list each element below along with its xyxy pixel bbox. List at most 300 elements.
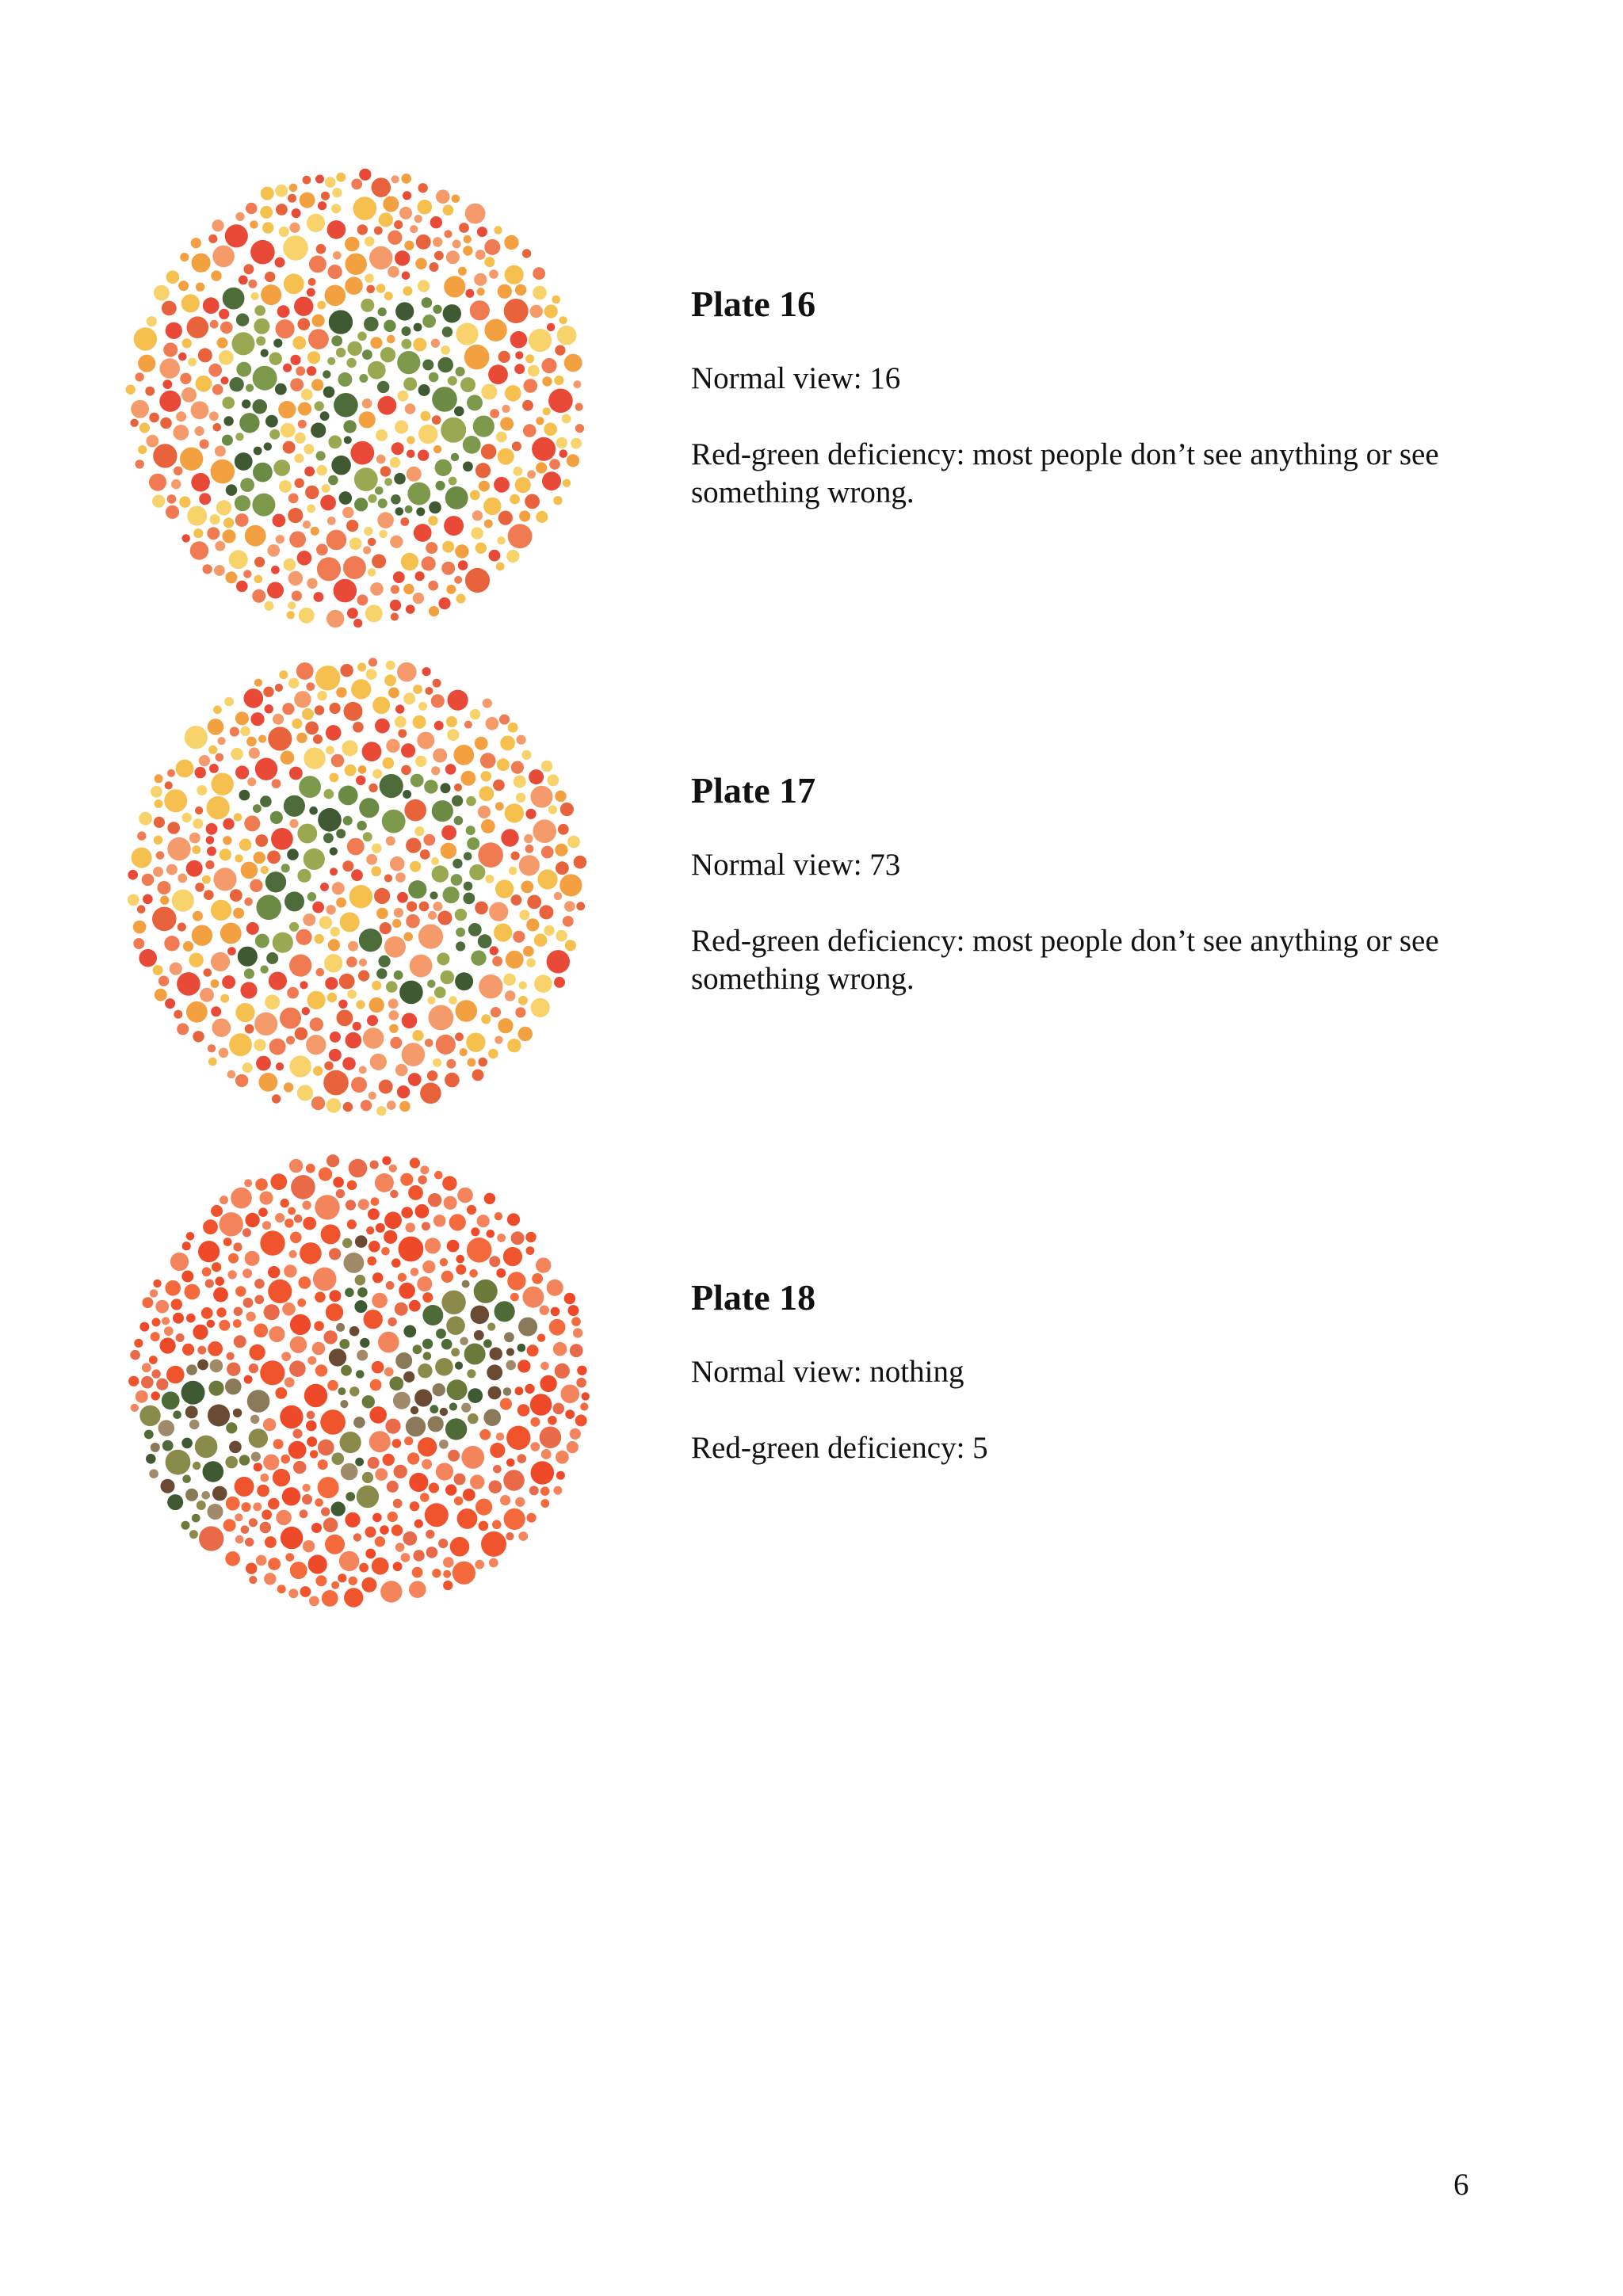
plate-dot (303, 1540, 315, 1552)
plate-dot (441, 562, 455, 575)
plate-dot (434, 1171, 443, 1180)
plate-dot (519, 910, 529, 920)
plate-dot (165, 998, 175, 1009)
plate-dot (146, 1454, 156, 1464)
plate-dot (415, 756, 426, 767)
plate-dot (548, 389, 573, 414)
plate-dot (519, 982, 527, 990)
plate-dot (325, 177, 336, 188)
plate-dot (303, 1217, 316, 1230)
plate-dot (249, 1576, 257, 1584)
plate-dot (289, 184, 298, 193)
plate-dot (565, 940, 576, 951)
plate-dot (430, 1405, 438, 1413)
plate-dot (339, 1551, 359, 1571)
plate-dot (532, 1273, 543, 1284)
plate-dot (163, 379, 173, 389)
plate-dot (296, 662, 314, 680)
plate-dot (319, 1167, 332, 1180)
plate-dot (497, 536, 505, 544)
plate-dot (429, 606, 439, 616)
plate-dot (351, 869, 363, 881)
plate-dot (211, 460, 235, 484)
plate-dot (199, 493, 211, 505)
plate-dot (209, 764, 219, 773)
plate-dot (361, 1100, 372, 1111)
plate-dot (347, 838, 365, 856)
plate-dot (192, 254, 211, 273)
plate-dot (277, 1585, 286, 1593)
plate-dot (282, 1487, 300, 1505)
plate-dot (540, 1362, 549, 1371)
plate-dot (149, 1469, 158, 1478)
plate-dot (153, 444, 177, 467)
plate-dot (317, 301, 326, 310)
plate-dot (384, 1211, 402, 1229)
plate-dot (354, 467, 378, 491)
plate-dot (438, 1539, 448, 1548)
plate-dot (163, 343, 178, 357)
plate-dot (176, 411, 186, 421)
plate-dot (340, 1400, 348, 1408)
plate-dot (443, 1557, 454, 1568)
plate-dot (364, 527, 372, 536)
plate-dot (528, 365, 540, 377)
plate-dot (496, 1432, 504, 1440)
plate-dot (455, 1362, 463, 1370)
plate-dot (170, 1253, 189, 1271)
plate-dot (506, 1348, 514, 1356)
plate-dot (399, 981, 423, 1005)
plate-dot (575, 424, 584, 433)
plate-dot (534, 933, 548, 947)
plate-dot (338, 1387, 346, 1395)
plate-dot (422, 1261, 435, 1273)
plate-dot (461, 1403, 471, 1413)
plate-dot (481, 1014, 491, 1024)
plate-dot (344, 1588, 363, 1607)
plate-dot (359, 798, 379, 818)
plate-dot (234, 813, 242, 822)
plate-dot (349, 1159, 368, 1178)
plate-dot (223, 836, 231, 845)
plate-dot (155, 774, 163, 783)
plate-dot (497, 1234, 506, 1242)
plate-dot (252, 589, 265, 603)
plate-dot (474, 273, 487, 286)
plate-dot (216, 1307, 226, 1317)
plate-dot (278, 401, 296, 418)
plate-dot (544, 423, 557, 437)
plate-dot (203, 297, 220, 314)
plate-dot (295, 433, 306, 444)
plate-dot (249, 1518, 258, 1527)
plate-dot (167, 494, 177, 504)
plate-dot (490, 1443, 505, 1458)
plate-dot (368, 538, 376, 546)
plate-dot (324, 954, 342, 972)
plate-dot (326, 725, 342, 741)
plate-dot (295, 479, 304, 488)
plate-dot (244, 815, 260, 831)
plate-dot (495, 802, 504, 810)
plate-dot (327, 1380, 338, 1391)
plate-dot (208, 746, 217, 754)
plate-dot (549, 459, 560, 470)
plate-16-block (691, 282, 1484, 512)
plate-dot (304, 849, 325, 870)
plate-dot (556, 437, 567, 448)
plate-dot (392, 1439, 402, 1448)
plate-dot (388, 999, 399, 1009)
plate-dot (355, 1458, 364, 1466)
plate-dot (290, 1337, 307, 1353)
plate-dot (297, 1299, 306, 1307)
plate-dot (493, 1465, 502, 1474)
plate-dot (233, 908, 244, 919)
plate-dot (290, 378, 304, 391)
plate-dot (383, 1454, 395, 1466)
plate-dot (230, 889, 242, 902)
plate-dot (444, 276, 465, 297)
plate-dot (334, 579, 357, 603)
plate-dot (181, 1521, 190, 1530)
plate-dot (376, 968, 387, 978)
plate-dot (144, 1430, 154, 1440)
plate-dot (522, 1287, 544, 1308)
plate-dot (398, 391, 409, 402)
plate-dot (166, 864, 178, 875)
plate-dot (166, 271, 180, 284)
plate-dot (489, 550, 501, 562)
plate-dot (401, 174, 411, 184)
plate-dot (397, 1085, 410, 1098)
plate-dot (362, 742, 382, 761)
plate-dot (418, 280, 430, 292)
plate-dot (275, 383, 287, 395)
plate-dot (162, 1391, 180, 1409)
plate-dot (417, 732, 434, 749)
plate-dot (260, 1230, 285, 1255)
plate-dot (220, 322, 233, 334)
plate-dot (510, 1293, 519, 1302)
plate-dot (186, 860, 203, 877)
plate-dot (497, 758, 510, 771)
plate-dot (481, 444, 497, 460)
plate-dot (395, 704, 404, 713)
plate-dot (330, 847, 338, 855)
plate-18-title: Plate 18 (691, 1277, 816, 1318)
plate-dot (284, 559, 296, 571)
plate-dot (303, 521, 311, 528)
plate-dot (223, 1519, 236, 1531)
plate-dot (339, 491, 353, 505)
plate-dot (441, 418, 466, 443)
plate-dot (263, 1455, 279, 1470)
plate-dot (263, 687, 273, 697)
plate-dot (327, 220, 346, 239)
plate-dot (433, 749, 447, 763)
plate-dot (418, 183, 428, 193)
plate-dot (131, 400, 149, 418)
plate-dot (525, 845, 534, 853)
plate-dot (167, 1494, 183, 1510)
plate-dot (196, 376, 212, 392)
plate-dot (440, 1258, 448, 1266)
plate-dot (322, 484, 330, 493)
plate-dot (429, 502, 441, 514)
plate-dot (540, 1499, 549, 1508)
plate-dot (308, 1554, 327, 1573)
plate-18-image (122, 1146, 598, 1615)
plate-dot (155, 989, 167, 1001)
plate-dot (357, 1287, 368, 1298)
plate-dot (138, 355, 155, 372)
plate-dot (380, 347, 395, 362)
plate-dot (393, 571, 405, 583)
plate-dot (289, 1055, 311, 1077)
plate-dot (330, 773, 339, 783)
plate-dot (395, 1064, 408, 1077)
plate-dot (159, 391, 181, 412)
plate-dot (355, 1235, 368, 1248)
plate-dot (554, 376, 563, 385)
plate-dot (407, 467, 422, 482)
plate-dot (456, 941, 465, 951)
plate-dot (506, 1426, 530, 1450)
plate-dot (205, 1280, 214, 1288)
plate-dot (456, 367, 465, 376)
plate-dot (290, 1562, 307, 1579)
plate-dot (436, 481, 445, 490)
plate-dot (253, 463, 273, 482)
plate-dot (267, 582, 284, 599)
plate-dot (422, 297, 433, 308)
plate-dot (186, 1314, 196, 1323)
plate-dot (424, 780, 437, 793)
plate-dot (380, 466, 391, 476)
plate-dot (443, 1570, 451, 1578)
plate-dot (347, 1219, 357, 1229)
plate-dot (466, 826, 475, 835)
plate-dot (254, 1279, 265, 1289)
plate-dot (279, 227, 289, 237)
plate-dot (427, 1070, 437, 1081)
plate-dot (492, 956, 502, 967)
plate-dot (307, 351, 320, 364)
plate-dot (505, 385, 521, 402)
plate-dot (312, 315, 325, 327)
plate-dot (464, 882, 473, 891)
plate-dot (413, 593, 424, 604)
plate-dot (314, 592, 324, 602)
plate-dot (247, 777, 256, 786)
plate-dot (273, 933, 293, 953)
plate-dot (273, 1439, 284, 1449)
plate-dot (309, 1596, 319, 1607)
plate-dot (193, 818, 203, 829)
plate-dot (365, 1549, 376, 1559)
plate-dot (225, 571, 237, 583)
plate-dot (234, 1307, 242, 1316)
plate-dot (311, 379, 323, 391)
plate-dot (505, 803, 524, 822)
plate-dot (359, 411, 376, 428)
plate-dot (251, 292, 259, 300)
plate-dot (525, 354, 534, 363)
plate-dot (137, 905, 146, 913)
plate-dot (391, 612, 399, 620)
plate-dot (281, 751, 295, 765)
plate-dot (313, 1066, 323, 1076)
plate-dot (456, 323, 478, 345)
plate-dot (445, 1418, 467, 1440)
plate-dot (345, 1512, 360, 1527)
plate-dot (377, 512, 394, 528)
plate-dot (464, 852, 472, 860)
plate-dot (358, 971, 369, 982)
plate-dot (485, 875, 494, 883)
plate-dot (489, 1558, 498, 1568)
plate-dot (254, 447, 262, 456)
plate-dot (254, 318, 269, 334)
plate-dot (484, 239, 500, 255)
plate-dot (280, 1008, 301, 1029)
plate-dot (406, 1417, 426, 1436)
plate-dot (453, 745, 474, 765)
plate-dot (197, 1501, 206, 1510)
plate-dot (515, 1497, 525, 1507)
plate-dot (563, 916, 574, 927)
plate-dot (484, 257, 495, 267)
plate-dot (425, 1503, 449, 1527)
plate-dot (541, 846, 554, 859)
plate-dot (292, 719, 302, 729)
plate-dot (527, 470, 536, 479)
plate-dot (213, 1287, 228, 1302)
plate-dot (242, 1268, 252, 1278)
plate-dot (241, 1525, 250, 1534)
plate-dot (235, 1074, 248, 1087)
plate-dot (198, 1241, 220, 1262)
plate-dot (216, 753, 224, 762)
plate-dot (542, 376, 552, 386)
plate-dot (261, 866, 269, 874)
plate-dot (246, 203, 258, 215)
plate-dot (253, 1502, 262, 1511)
plate-dot (353, 196, 377, 220)
plate-dot (164, 789, 187, 812)
plate-dot (522, 249, 531, 257)
plate-dot (226, 1497, 240, 1511)
plate-dot (166, 1450, 191, 1475)
plate-dot (250, 879, 262, 892)
plate-dot (308, 278, 316, 286)
plate-dot (361, 1577, 376, 1592)
plate-dot (414, 826, 424, 836)
plate-dot (200, 439, 209, 448)
plate-dot (359, 169, 371, 181)
plate-dot (360, 1338, 369, 1348)
plate-dot (288, 571, 303, 585)
plate-dot (235, 433, 243, 441)
plate-dot (304, 748, 325, 769)
plate-dot (338, 786, 358, 806)
plate-dot (378, 1332, 399, 1353)
plate-dot (506, 951, 524, 969)
plate-dot (208, 235, 217, 243)
plate-dot (378, 498, 388, 508)
plate-dot (403, 1371, 414, 1383)
plate-dot (521, 750, 531, 760)
plate-dot (443, 1581, 453, 1590)
plate-dot (390, 856, 405, 871)
plate-dot (311, 527, 319, 536)
plate-dot (451, 1348, 460, 1356)
plate-dot (401, 1207, 413, 1219)
plate-dot (379, 955, 391, 967)
plate-dot (323, 370, 330, 378)
plate-dot (523, 946, 534, 957)
plate-dot (433, 1215, 446, 1227)
plate-dot (290, 1314, 311, 1335)
plate-dot (372, 844, 382, 854)
plate-dot (181, 1438, 193, 1449)
plate-dot (547, 1280, 563, 1296)
plate-dot (544, 925, 554, 936)
plate-dot (265, 871, 286, 892)
plate-dot (483, 1409, 501, 1426)
plate-dot (239, 839, 251, 851)
plate-dot (154, 817, 165, 828)
plate-dot (357, 1486, 379, 1508)
plate-dot (432, 800, 453, 822)
plate-dot (212, 219, 223, 231)
plate-dot (395, 1352, 412, 1369)
plate-dot (132, 848, 152, 868)
plate-dot (387, 1100, 396, 1110)
plate-dot (235, 854, 242, 862)
plate-dot (425, 687, 433, 695)
plate-dot (487, 1230, 495, 1238)
plate-dot (277, 305, 290, 318)
plate-dot (467, 837, 479, 850)
plate-dot (456, 1000, 478, 1022)
plate-dot (381, 1247, 390, 1256)
plate-dot (475, 737, 488, 750)
plate-dot (345, 277, 363, 295)
plate-dot (393, 1499, 403, 1508)
plate-dot (357, 821, 366, 830)
plate-dot (254, 1039, 265, 1051)
plate-dot (191, 401, 209, 419)
plate-dot (556, 930, 567, 941)
plate-dot (378, 396, 397, 415)
plate-dot (343, 816, 353, 826)
plate-dot (429, 1482, 439, 1493)
plate-dot (573, 380, 581, 388)
plate-dot (149, 1356, 158, 1364)
plate-dot (220, 1212, 243, 1236)
plate-dot (434, 721, 444, 730)
plate-dot (406, 605, 415, 614)
plate-dot (357, 224, 368, 235)
page-number: 6 (1453, 2168, 1469, 2202)
plate-dot (242, 1062, 253, 1073)
plate-dot (341, 1365, 352, 1376)
plate-dot (516, 793, 525, 803)
plate-dot (255, 1178, 268, 1191)
